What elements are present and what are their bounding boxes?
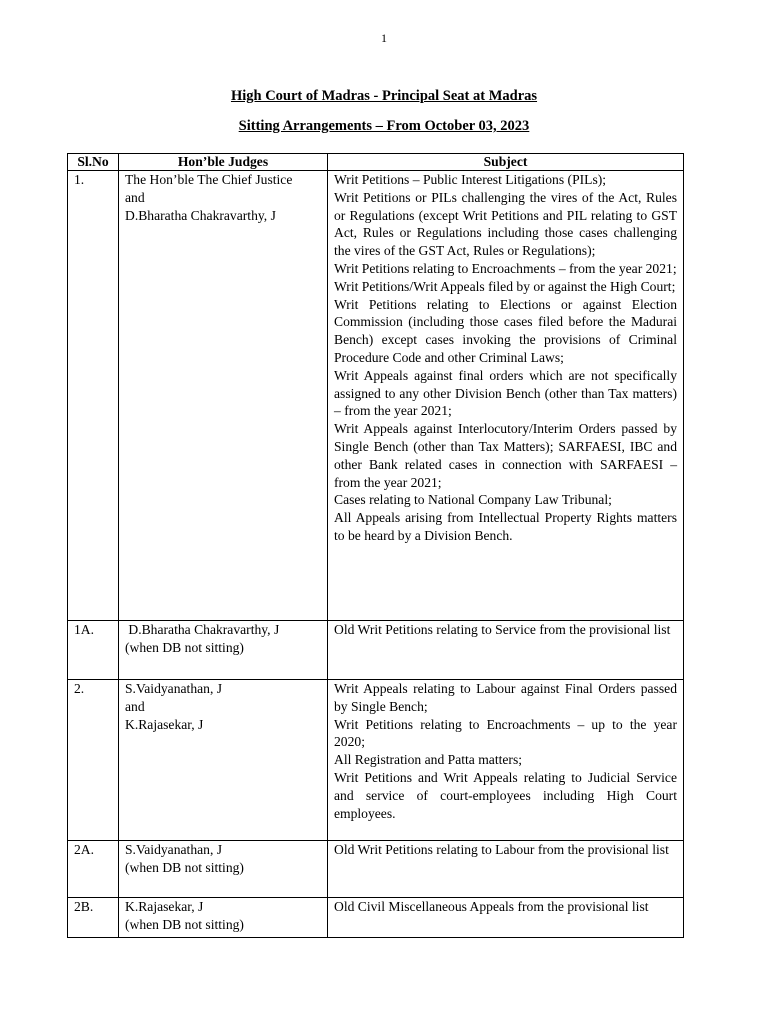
sitting-arrangements-table <box>67 153 684 938</box>
subject-item: Old Writ Petitions relating to Service from the provisional list <box>334 622 671 637</box>
judge-line: The Hon’ble The Chief Justice <box>125 172 293 187</box>
subject-item: All Registration and Patta matters; <box>334 752 523 768</box>
subject-item: Writ Petitions or PILs challenging the vires of the Act, Rules or Regulations (except Writ Petitions and PIL relating to GST Act, Rules or Regulations including those cases challenging the vires of the GST Act, Rules or Regulations); <box>334 189 677 259</box>
page-number: 1 <box>381 31 387 45</box>
subject-item: Writ Appeals against Interlocutory/Interim Orders passed by Single Bench (other than Tax Matters); SARFAESI, IBC and other Bank related cases in connection with SARFAESI – from the year 2021; <box>334 421 677 490</box>
document-subtitle: Sitting Arrangements – From October 03, 2023 <box>238 118 530 134</box>
row-slno: 1. <box>68 171 119 621</box>
header-slno: Sl.No <box>68 154 119 171</box>
row-judges <box>119 898 328 938</box>
row-subject <box>328 841 684 898</box>
row-judges <box>119 621 328 680</box>
table-header-row <box>68 154 684 171</box>
subject-item: Writ Petitions relating to Encroachments – up to the year 2020; <box>334 716 677 750</box>
subject-item: Old Writ Petitions relating to Labour from the provisional list <box>334 842 669 857</box>
subject-item: Writ Petitions/Writ Appeals filed by or against the High Court; <box>334 278 676 294</box>
row-subject <box>328 621 684 680</box>
row-subject <box>328 898 684 938</box>
judge-line: K.Rajasekar, J <box>125 716 204 732</box>
table-row <box>68 898 684 938</box>
row-subject <box>328 680 684 841</box>
subject-item: Writ Appeals relating to Labour against Final Orders passed by Single Bench; <box>334 681 677 714</box>
header-judges: Hon’ble Judges <box>119 154 328 171</box>
row-slno: 2. <box>68 680 119 841</box>
judge-line: D.Bharatha Chakravarthy, J <box>125 207 276 223</box>
row-subject <box>328 171 684 621</box>
judge-line: (when DB not sitting) <box>125 859 244 875</box>
judge-line: (when DB not sitting) <box>125 916 244 932</box>
subject-item: Old Civil Miscellaneous Appeals from the provisional list <box>334 899 649 914</box>
judge-line: and <box>125 698 145 714</box>
subject-item: Writ Petitions relating to Encroachments – from the year 2021; <box>334 260 677 276</box>
judge-line: S.Vaidyanathan, J <box>125 681 223 696</box>
subject-item: All Appeals arising from Intellectual Property Rights matters to be heard by a Division Bench. <box>334 510 677 543</box>
document-title: High Court of Madras - Principal Seat at Madras <box>230 88 538 104</box>
table-row <box>68 171 684 621</box>
subject-item: Writ Petitions relating to Elections or against Election Commission (including those cases filed before the Madurai Bench) except cases invoking the provisions of Criminal Procedure Code and other Criminal Laws; <box>334 296 677 365</box>
row-slno: 2A. <box>68 841 119 898</box>
judge-line: K.Rajasekar, J <box>125 899 204 914</box>
judge-line: D.Bharatha Chakravarthy, J <box>125 622 280 637</box>
row-judges <box>119 841 328 898</box>
row-judges <box>119 680 328 841</box>
table-row <box>68 841 684 898</box>
header-subject: Subject <box>328 154 684 171</box>
table-row <box>68 621 684 680</box>
table-row <box>68 680 684 841</box>
subject-item: Cases relating to National Company Law Tribunal; <box>334 492 612 508</box>
subject-item: Writ Petitions – Public Interest Litigations (PILs); <box>334 172 607 187</box>
subject-item: Writ Petitions and Writ Appeals relating to Judicial Service and service of court-employees including High Court employees. <box>334 769 677 821</box>
subject-item: Writ Appeals against final orders which are not specifically assigned to any other Division Bench (other than Tax matters) – from the year 2021; <box>334 367 677 419</box>
row-judges <box>119 171 328 621</box>
judge-line: and <box>125 189 145 205</box>
row-slno: 1A. <box>68 621 119 680</box>
judge-line: S.Vaidyanathan, J <box>125 842 223 857</box>
judge-line: (when DB not sitting) <box>125 639 244 655</box>
row-slno: 2B. <box>68 898 119 938</box>
